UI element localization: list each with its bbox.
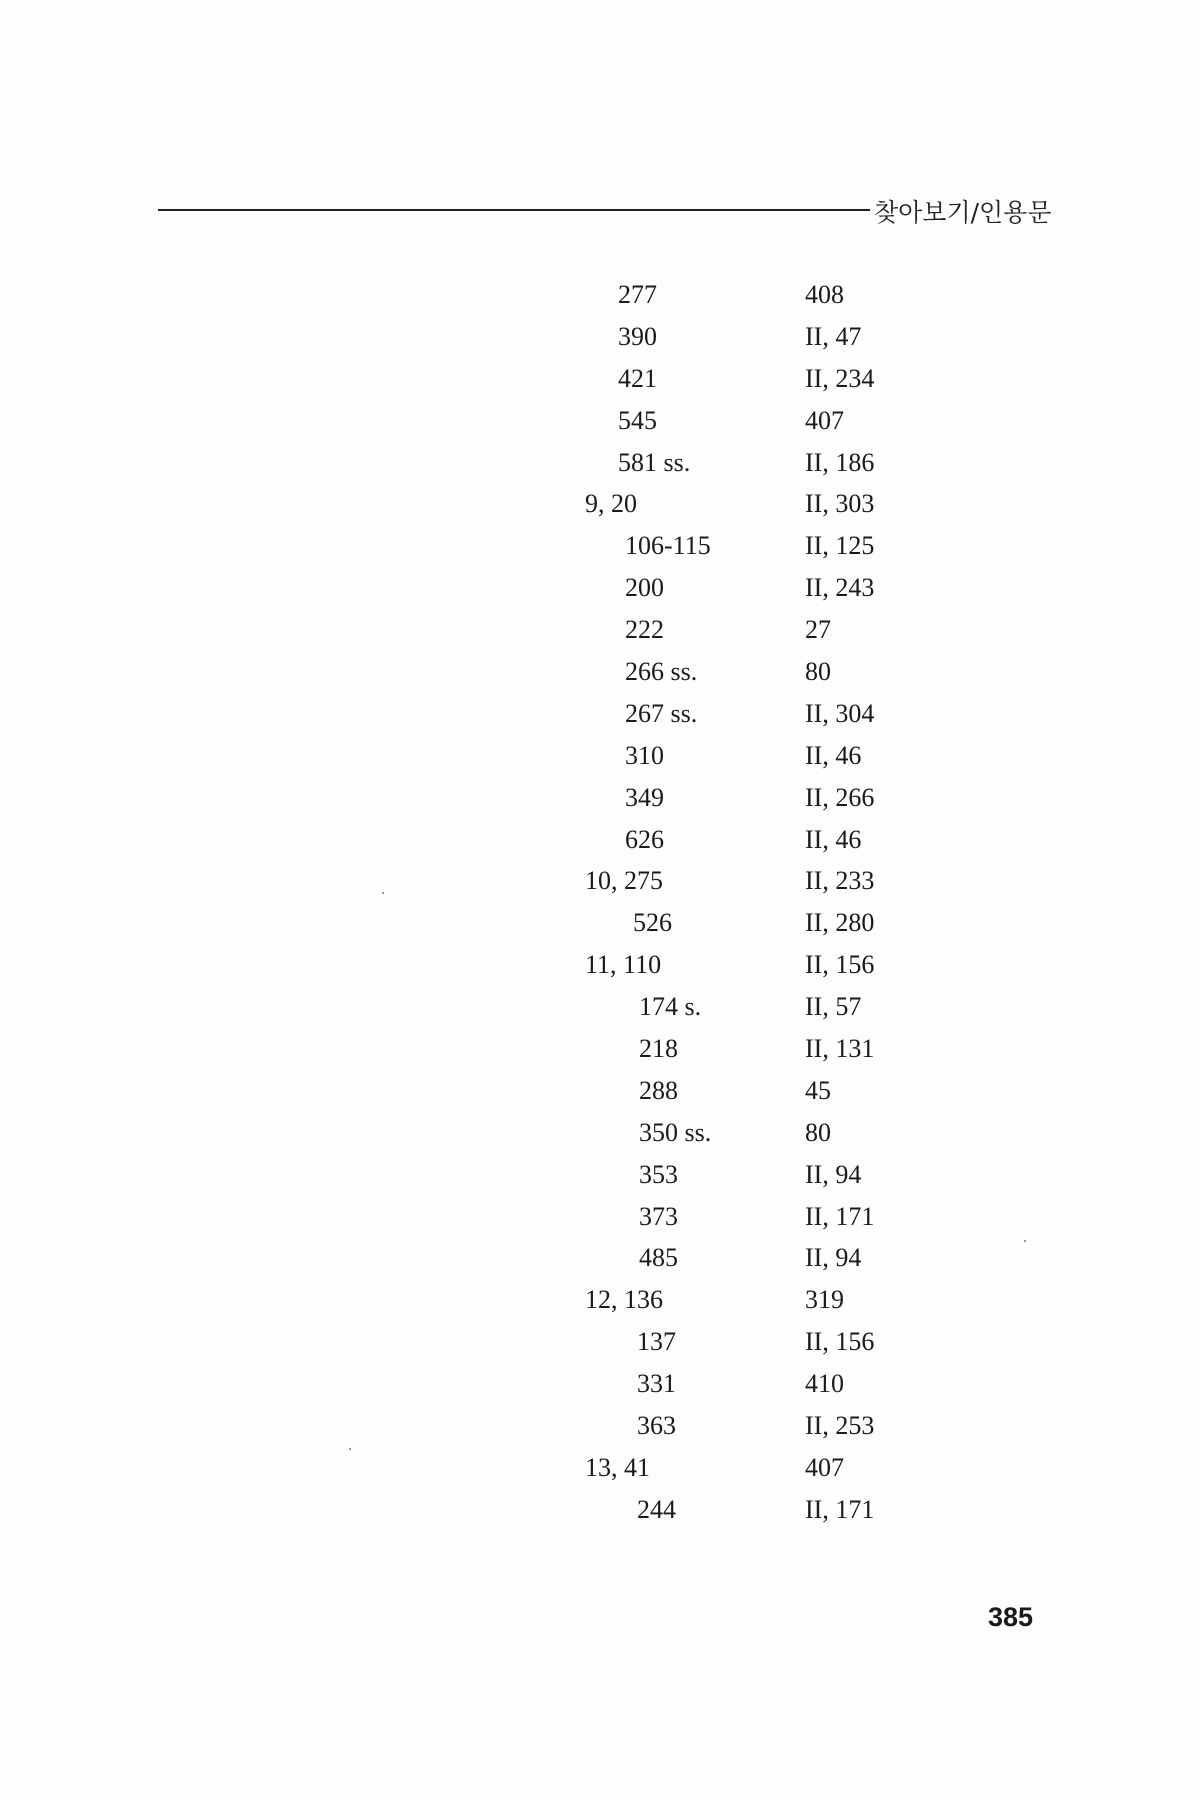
- index-row: [0, 274, 1200, 316]
- index-row: [0, 400, 1200, 442]
- citation-cell: [639, 1070, 678, 1112]
- citation-cell: [637, 1321, 676, 1363]
- verse-number: 626: [625, 824, 664, 854]
- page-reference: II, 171: [805, 1494, 875, 1524]
- verse-number: 266 ss.: [625, 657, 698, 687]
- page-reference: 80: [805, 1117, 831, 1147]
- verse-number: 277: [618, 280, 657, 309]
- verse-number: 244: [637, 1494, 676, 1524]
- page-reference: II, 186: [805, 447, 875, 477]
- index-row: [0, 1321, 1200, 1363]
- verse-number: 218: [639, 1034, 678, 1064]
- citation-cell: [585, 944, 661, 986]
- index-row: [0, 735, 1200, 777]
- index-row: [0, 693, 1200, 735]
- index-row: [0, 902, 1200, 944]
- index-row: [0, 1405, 1200, 1447]
- page-reference: II, 234: [805, 363, 875, 393]
- citation-cell: [637, 1405, 676, 1447]
- verse-number: 267 ss.: [625, 698, 698, 728]
- verse-number: 353: [639, 1159, 678, 1189]
- index-row: [0, 1154, 1200, 1196]
- index-row: [0, 819, 1200, 861]
- index-row: [0, 777, 1200, 819]
- verse-number: 137: [637, 1327, 676, 1357]
- verse-number: 390: [618, 321, 657, 351]
- page-reference: II, 304: [805, 698, 875, 728]
- page-reference: 27: [805, 615, 831, 645]
- index-row: [0, 525, 1200, 567]
- page-reference: II, 156: [805, 1327, 875, 1357]
- chapter-number: 9,: [585, 489, 611, 519]
- page-reference: II, 171: [805, 1201, 875, 1231]
- page-reference: 408: [805, 280, 844, 309]
- page-reference: 80: [805, 657, 831, 687]
- page-reference: 407: [805, 405, 844, 435]
- running-head: 찾아보기/인용문: [874, 198, 1052, 227]
- verse-number: 41: [624, 1452, 650, 1482]
- verse-number: 350 ss.: [639, 1117, 712, 1147]
- verse-number: 275: [624, 866, 663, 896]
- page-reference: 407: [805, 1452, 844, 1482]
- page-reference: 45: [805, 1075, 831, 1105]
- chapter-number: 13,: [585, 1452, 624, 1482]
- verse-number: 174 s.: [639, 992, 702, 1022]
- scan-speck: [1024, 1240, 1026, 1242]
- verse-number: 136: [624, 1285, 663, 1315]
- page-reference: II, 57: [805, 992, 862, 1022]
- scan-speck: [382, 892, 384, 894]
- page-reference: II, 46: [805, 824, 862, 854]
- page-reference: II, 94: [805, 1159, 862, 1189]
- page-reference: II, 156: [805, 950, 875, 980]
- page-reference: II, 233: [805, 866, 875, 896]
- index-row: [0, 986, 1200, 1028]
- index-row: [0, 860, 1200, 902]
- index-row: [0, 567, 1200, 609]
- verse-number: 331: [637, 1369, 676, 1399]
- page-reference: II, 253: [805, 1411, 875, 1441]
- citation-cell: [585, 1447, 650, 1489]
- verse-number: 200: [625, 573, 664, 603]
- citation-index-table: [0, 274, 1200, 1531]
- chapter-number: 12,: [585, 1285, 624, 1315]
- page-reference: II, 125: [805, 531, 875, 561]
- chapter-number: 10,: [585, 866, 624, 896]
- index-row: [0, 651, 1200, 693]
- citation-cell: [639, 1112, 711, 1154]
- verse-number: 373: [639, 1201, 678, 1231]
- citation-cell: [633, 902, 672, 944]
- verse-number: 106-115: [625, 531, 711, 561]
- verse-number: 485: [639, 1243, 678, 1273]
- page-reference: 319: [805, 1285, 844, 1315]
- citation-cell: [639, 1237, 678, 1279]
- page-reference: II, 243: [805, 573, 875, 603]
- citation-cell: [637, 1363, 676, 1405]
- citation-cell: [625, 777, 664, 819]
- citation-cell: [585, 1279, 663, 1321]
- index-row: [0, 1070, 1200, 1112]
- citation-cell: [625, 735, 664, 777]
- verse-number: 20: [611, 489, 637, 519]
- index-row: [0, 1237, 1200, 1279]
- index-row: [0, 1028, 1200, 1070]
- page-reference: II, 47: [805, 321, 862, 351]
- citation-cell: [618, 316, 657, 358]
- chapter-number: 11,: [585, 950, 624, 980]
- verse-number: 526: [633, 908, 672, 938]
- index-row: [0, 358, 1200, 400]
- index-row: [0, 944, 1200, 986]
- citation-cell: [585, 483, 637, 525]
- page-reference: II, 94: [805, 1243, 862, 1273]
- page-reference: 410: [805, 1369, 844, 1399]
- citation-cell: [625, 693, 697, 735]
- verse-number: 288: [639, 1075, 678, 1105]
- citation-cell: [618, 400, 657, 442]
- index-row: [0, 1196, 1200, 1238]
- citation-cell: [625, 525, 711, 567]
- citation-cell: [639, 1154, 678, 1196]
- citation-cell: [625, 567, 664, 609]
- page-reference: II, 131: [805, 1034, 875, 1064]
- citation-cell: [625, 819, 664, 861]
- scan-speck: [349, 1448, 351, 1450]
- page-reference: II, 266: [805, 782, 875, 812]
- index-row: [0, 1363, 1200, 1405]
- page-reference: II, 46: [805, 740, 862, 770]
- verse-number: 310: [625, 740, 664, 770]
- verse-number: 421: [618, 363, 657, 393]
- index-row: [0, 1489, 1200, 1531]
- index-row: [0, 316, 1200, 358]
- index-row: [0, 609, 1200, 651]
- header-rule: [158, 209, 870, 211]
- citation-cell: [625, 609, 664, 651]
- page-number: 385: [988, 1602, 1034, 1632]
- verse-number: 222: [625, 615, 664, 645]
- citation-cell: [639, 1196, 678, 1238]
- page-reference: II, 280: [805, 908, 875, 938]
- index-row: [0, 1112, 1200, 1154]
- verse-number: 545: [618, 405, 657, 435]
- citation-cell: [618, 274, 657, 316]
- verse-number: 363: [637, 1411, 676, 1441]
- citation-cell: [637, 1489, 676, 1531]
- citation-cell: [625, 651, 697, 693]
- verse-number: 349: [625, 782, 664, 812]
- verse-number: 581 ss.: [618, 447, 691, 477]
- index-row: [0, 1279, 1200, 1321]
- citation-cell: [585, 860, 663, 902]
- index-row: [0, 483, 1200, 525]
- citation-cell: [639, 1028, 678, 1070]
- index-row: [0, 1447, 1200, 1489]
- verse-number: 110: [623, 950, 662, 980]
- index-row: [0, 442, 1200, 484]
- citation-cell: [618, 358, 657, 400]
- citation-cell: [618, 442, 690, 484]
- citation-cell: [639, 986, 701, 1028]
- page-reference: II, 303: [805, 489, 875, 519]
